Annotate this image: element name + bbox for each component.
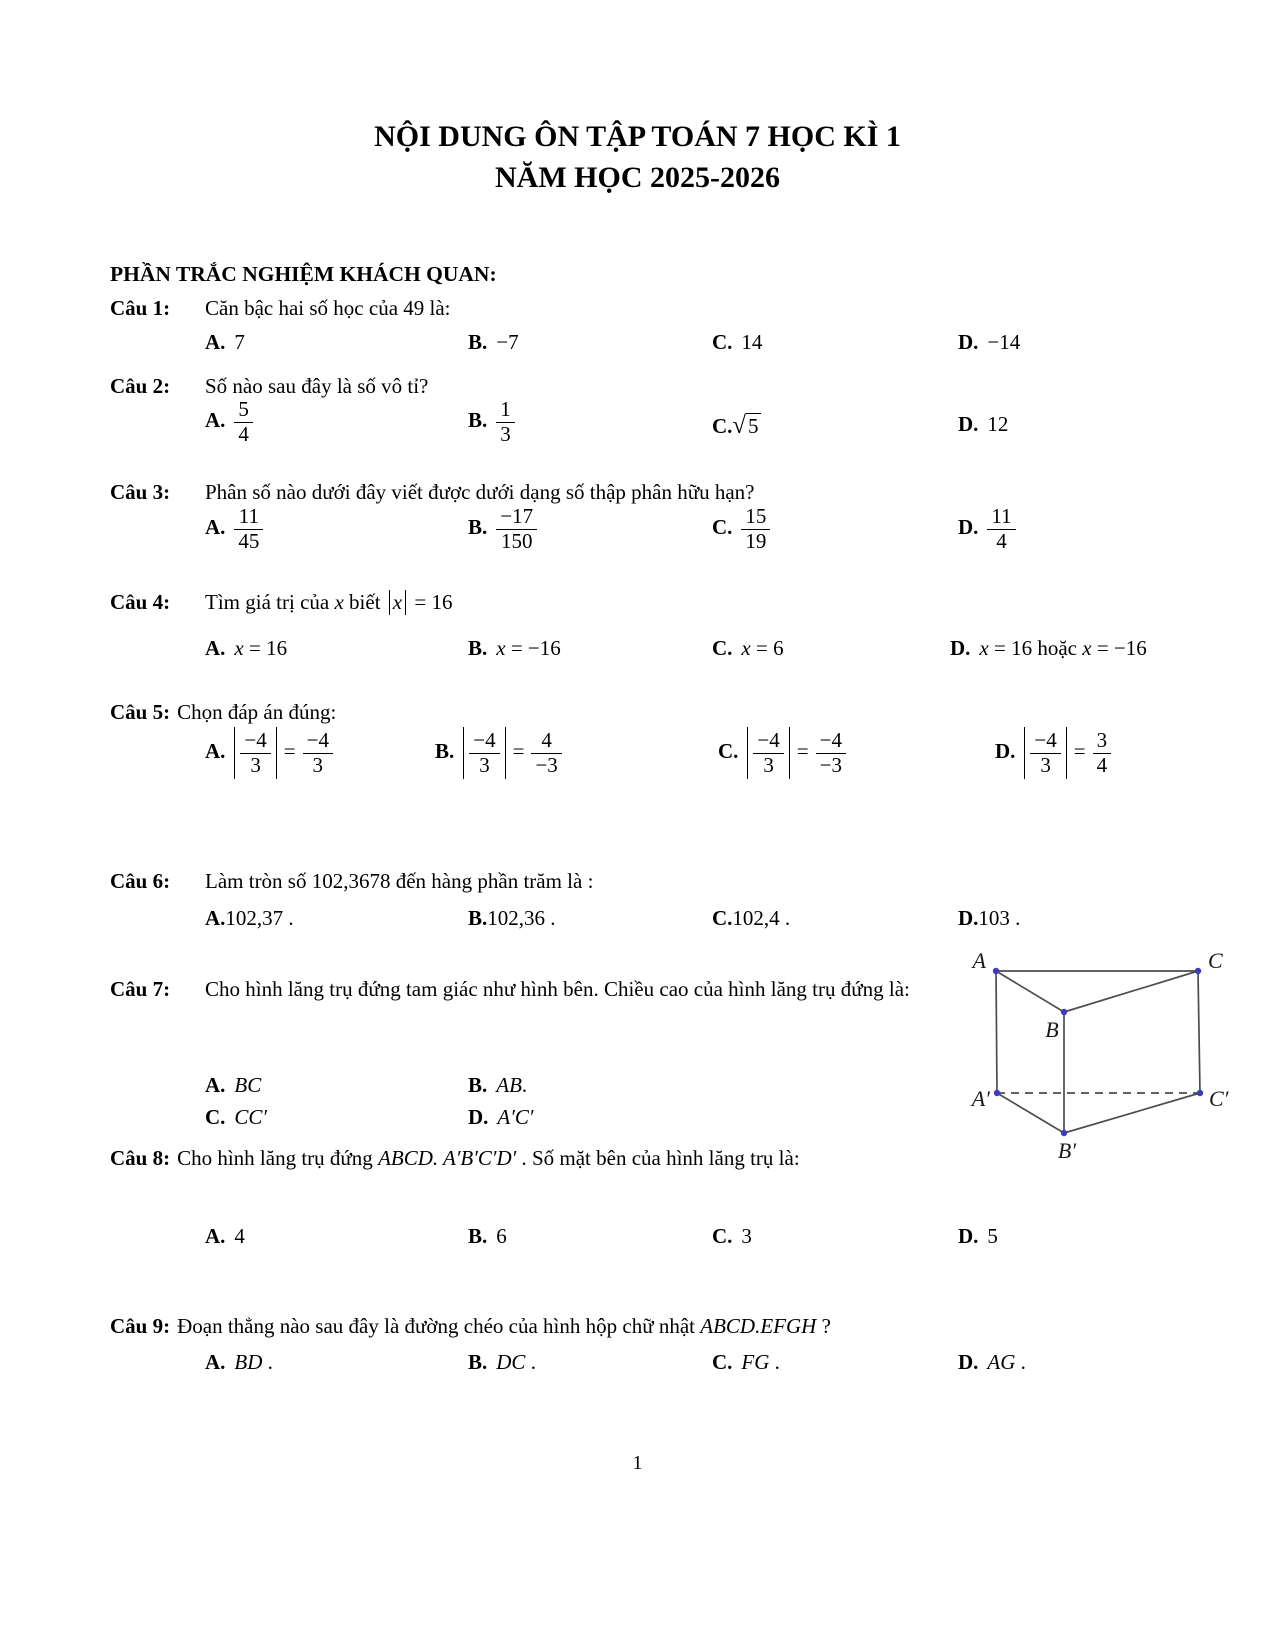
- question-1-text: Căn bậc hai số học của 49 là:: [205, 296, 451, 320]
- fraction: [234, 505, 263, 553]
- vertex-label-C-prime: C′: [1209, 1086, 1229, 1111]
- answer-letter: C.: [712, 1350, 733, 1374]
- prism-vertices: [993, 968, 1203, 1136]
- answer-value: 12: [987, 412, 1009, 436]
- fraction-denominator: 3: [479, 752, 490, 777]
- equals-sign: =: [283, 738, 296, 763]
- fraction-denominator: −3: [535, 752, 558, 777]
- answer-value: 3: [741, 1224, 752, 1248]
- absolute-value: [747, 727, 789, 779]
- edge-BC: [1064, 971, 1198, 1012]
- vertex-label-A-prime: A′: [971, 1086, 990, 1111]
- answer-letter: D.: [958, 514, 979, 539]
- q1-answer-a: [205, 330, 245, 355]
- answer-value: = 6: [750, 636, 784, 660]
- fraction: [1093, 729, 1112, 777]
- answer-letter: D.: [958, 1350, 979, 1374]
- q3-answer-c: [712, 505, 770, 553]
- question-1-label: Câu 1:: [110, 296, 171, 320]
- answer-letter: D.: [958, 330, 979, 354]
- q9-answer-d: [958, 1350, 1026, 1375]
- question-8-label: Câu 8:: [110, 1146, 171, 1170]
- document-title: [0, 116, 1275, 198]
- question-7-label: Câu 7:: [110, 977, 171, 1001]
- radical-sign: √: [732, 412, 747, 439]
- answer-value: 103 .: [978, 906, 1021, 930]
- title-line-2: NĂM HỌC 2025-2026: [495, 161, 780, 194]
- answer-suffix: .: [521, 1073, 528, 1097]
- answer-value: 5: [987, 1224, 998, 1248]
- answer-value: = 16 hoặc: [988, 636, 1083, 660]
- answer-letter: B.: [468, 1073, 488, 1097]
- fraction-denominator: 45: [238, 528, 260, 553]
- answer-value: 6: [496, 1224, 507, 1248]
- question-6-text: Làm tròn số 102,3678 đến hàng phần trăm là :: [205, 869, 594, 893]
- vertex-dot-A-prime: [994, 1090, 1000, 1096]
- answer-value: BD: [234, 1350, 263, 1374]
- answer-value: 4: [234, 1224, 245, 1248]
- fraction: [234, 398, 253, 446]
- answer-value: FG: [741, 1350, 770, 1374]
- question-4-text-1: Tìm giá trị của: [205, 590, 335, 614]
- answer-letter: D.: [958, 1224, 979, 1248]
- answer-letter: C.: [712, 906, 733, 930]
- q6-answer-d: [958, 906, 1020, 931]
- answer-letter: A.: [205, 514, 226, 539]
- answer-letter: B.: [435, 738, 455, 763]
- question-6: [110, 869, 593, 894]
- answer-value: AB: [496, 1073, 522, 1097]
- q9-answer-c: [712, 1350, 780, 1375]
- answer-value: −7: [496, 330, 519, 354]
- answer-letter: B.: [468, 514, 488, 539]
- question-8-text-1: Cho hình lăng trụ đứng: [177, 1146, 379, 1170]
- fraction-numerator: −4: [303, 729, 333, 754]
- vertex-label-A: A: [972, 948, 986, 973]
- vertex-dot-A: [993, 968, 999, 974]
- q8-answer-c: [712, 1224, 752, 1249]
- answer-value: = −16: [505, 636, 561, 660]
- fraction-numerator: 11: [987, 505, 1015, 530]
- q7-answer-b: [468, 1073, 527, 1098]
- vertex-dot-B-prime: [1061, 1130, 1067, 1136]
- answer-letter: B.: [468, 330, 488, 354]
- equals-sign: =: [1073, 738, 1086, 763]
- question-9-text-1: Đoạn thẳng nào sau đây là đường chéo của hình hộp chữ nhật: [177, 1314, 701, 1338]
- fraction-numerator: −4: [753, 729, 783, 754]
- equals-sign: =: [796, 738, 809, 763]
- q5-answer-b: [435, 727, 562, 779]
- answer-value: 7: [234, 330, 245, 354]
- fraction-numerator: 11: [234, 505, 263, 530]
- q5-answer-a: [205, 727, 333, 779]
- edge-A-prime-B-prime: [997, 1093, 1064, 1133]
- fraction-numerator: 15: [741, 505, 770, 530]
- fraction: [753, 729, 783, 777]
- fraction-numerator: −4: [469, 729, 499, 754]
- question-4: [110, 590, 452, 615]
- vertex-label-B: B: [1045, 1017, 1059, 1042]
- vertex-label-C: C: [1208, 948, 1223, 973]
- q4-answer-b: [468, 636, 561, 661]
- fraction: [987, 505, 1015, 553]
- absolute-value: [389, 590, 406, 615]
- fraction-denominator: 3: [250, 752, 261, 777]
- answer-value: 102,4 .: [732, 906, 791, 930]
- variable-x: x: [334, 590, 344, 614]
- question-9: [110, 1314, 831, 1339]
- answer-letter: D.: [958, 412, 979, 436]
- question-8-text-2: . Số mặt bên của hình lăng trụ là:: [516, 1146, 800, 1170]
- question-8: [110, 1146, 800, 1171]
- q6-answer-b: [468, 906, 556, 931]
- question-7: [110, 971, 928, 1008]
- answer-value: −14: [987, 330, 1021, 354]
- q4-answer-c: [712, 636, 784, 661]
- variable-x: x: [1082, 636, 1092, 660]
- fraction: [496, 398, 515, 446]
- q3-answer-b: [468, 505, 537, 553]
- question-4-label: Câu 4:: [110, 590, 171, 614]
- answer-value: AG: [987, 1350, 1016, 1374]
- answer-value: 102,36 .: [487, 906, 556, 930]
- question-2-label: Câu 2:: [110, 374, 171, 398]
- question-4-text-3: = 16: [409, 590, 453, 614]
- answer-suffix: .: [769, 1350, 780, 1374]
- variable-x: x: [392, 590, 403, 614]
- answer-letter: D.: [958, 906, 979, 930]
- q9-answer-b: [468, 1350, 536, 1375]
- prism-edges: [996, 971, 1200, 1133]
- q8-answer-a: [205, 1224, 245, 1249]
- question-2-text: Số nào sau đây là số vô tỉ?: [205, 374, 429, 398]
- q7-answer-d: [468, 1105, 533, 1130]
- answer-letter: A.: [205, 738, 226, 763]
- answer-letter: D.: [950, 636, 971, 660]
- edge-CC-prime: [1198, 971, 1200, 1093]
- fraction-denominator: 4: [996, 528, 1007, 553]
- question-1: [110, 296, 451, 321]
- q2-answer-a: [205, 398, 253, 446]
- fraction-denominator: 4: [238, 421, 249, 446]
- fraction-numerator: 4: [531, 729, 561, 754]
- fraction-denominator: 3: [312, 752, 324, 777]
- edge-AA-prime: [996, 971, 997, 1093]
- question-9-text-2: ?: [816, 1314, 831, 1338]
- answer-letter: A.: [205, 906, 226, 930]
- q5-answer-d: [995, 727, 1111, 779]
- fraction-numerator: 3: [1093, 729, 1112, 754]
- q4-answer-a: [205, 636, 287, 661]
- fraction-denominator: 3: [763, 752, 774, 777]
- question-5-label: Câu 5:: [110, 700, 171, 724]
- page-number: 1: [632, 1452, 643, 1474]
- answer-letter: C.: [205, 1105, 226, 1129]
- q3-answer-d: [958, 505, 1016, 553]
- q6-answer-a: [205, 906, 294, 931]
- absolute-value: [463, 727, 505, 779]
- answer-value: A′C′: [497, 1105, 534, 1129]
- fraction: [531, 729, 561, 777]
- edge-AB: [996, 971, 1064, 1012]
- answer-value: CC′: [234, 1105, 268, 1129]
- variable-x: x: [234, 636, 244, 660]
- q2-answer-b: [468, 398, 515, 446]
- answer-suffix: .: [525, 1350, 536, 1374]
- absolute-value: [1024, 727, 1066, 779]
- answer-letter: B.: [468, 636, 488, 660]
- math-expression: ABCD.EFGH: [700, 1314, 817, 1338]
- q9-answer-a: [205, 1350, 273, 1375]
- q1-answer-b: [468, 330, 519, 355]
- fraction: [303, 729, 333, 777]
- answer-value: 14: [741, 330, 763, 354]
- answer-letter: D.: [995, 738, 1016, 763]
- question-6-label: Câu 6:: [110, 869, 171, 893]
- question-9-label: Câu 9:: [110, 1314, 171, 1338]
- edge-B-prime-C-prime: [1064, 1093, 1200, 1133]
- vertex-label-B-prime: B′: [1057, 1138, 1077, 1163]
- q8-answer-b: [468, 1224, 507, 1249]
- fraction-denominator: 3: [500, 421, 511, 446]
- answer-suffix: .: [262, 1350, 273, 1374]
- answer-value: DC: [496, 1350, 526, 1374]
- q3-answer-a: [205, 505, 263, 553]
- equals-sign: =: [512, 738, 525, 763]
- prism-labels: [970, 948, 1230, 1163]
- answer-letter: A.: [205, 330, 226, 354]
- answer-letter: C.: [712, 414, 733, 438]
- question-3: [110, 480, 755, 505]
- q7-answer-a: [205, 1073, 261, 1098]
- question-2: [110, 374, 428, 399]
- answer-letter: B.: [468, 407, 488, 432]
- q5-answer-c: [718, 727, 846, 779]
- variable-x: x: [741, 636, 751, 660]
- fraction-denominator: 19: [745, 528, 767, 553]
- fraction: [496, 505, 537, 553]
- q8-answer-d: [958, 1224, 998, 1249]
- vertex-dot-B: [1061, 1009, 1067, 1015]
- math-expression: ABCD. A′B′C′D′: [378, 1146, 517, 1170]
- fraction: [741, 505, 770, 553]
- fraction-numerator: −4: [816, 729, 846, 754]
- answer-letter: D.: [468, 1105, 489, 1129]
- fraction: [469, 729, 499, 777]
- section-header: PHẦN TRẮC NGHIỆM KHÁCH QUAN:: [110, 262, 497, 286]
- answer-value: 102,37 .: [225, 906, 294, 930]
- title-line-1: NỘI DUNG ÔN TẬP TOÁN 7 HỌC KÌ 1: [374, 120, 901, 153]
- q6-answer-c: [712, 906, 790, 931]
- question-3-text: Phân số nào dưới đây viết được dưới dạng số thập phân hữu hạn?: [205, 480, 755, 504]
- question-3-label: Câu 3:: [110, 480, 171, 504]
- answer-letter: B.: [468, 1350, 488, 1374]
- variable-x: x: [979, 636, 989, 660]
- fraction: [1030, 729, 1060, 777]
- vertex-dot-C-prime: [1197, 1090, 1203, 1096]
- fraction-denominator: 150: [500, 528, 533, 553]
- fraction: [240, 729, 270, 777]
- answer-value: = −16: [1091, 636, 1147, 660]
- answer-suffix: .: [1015, 1350, 1026, 1374]
- answer-value: = 16: [243, 636, 288, 660]
- question-5-text: Chọn đáp án đúng:: [177, 700, 337, 724]
- answer-letter: B.: [468, 906, 488, 930]
- answer-letter: A.: [205, 1350, 226, 1374]
- fraction-numerator: −4: [1030, 729, 1060, 754]
- vertex-dot-C: [1195, 968, 1201, 974]
- fraction-numerator: −17: [496, 505, 537, 530]
- absolute-value: [234, 727, 276, 779]
- answer-letter: A.: [205, 407, 226, 432]
- fraction-denominator: −3: [819, 752, 842, 777]
- answer-letter: B.: [468, 1224, 488, 1248]
- answer-letter: C.: [712, 514, 733, 539]
- fraction-numerator: 5: [234, 398, 253, 423]
- fraction-numerator: −4: [240, 729, 270, 754]
- fraction: [816, 729, 846, 777]
- answer-letter: C.: [712, 636, 733, 660]
- answer-letter: C.: [712, 330, 733, 354]
- variable-x: x: [496, 636, 506, 660]
- q2-answer-d: [958, 412, 1008, 437]
- fraction-denominator: 3: [1040, 752, 1051, 777]
- answer-letter: C.: [712, 1224, 733, 1248]
- triangular-prism-figure: [948, 940, 1258, 1175]
- answer-value: BC: [234, 1073, 262, 1097]
- fraction-numerator: 1: [496, 398, 515, 423]
- question-7-text: Cho hình lăng trụ đứng tam giác như hình bên. Chiều cao của hình lăng trụ đứng là:: [205, 977, 910, 1001]
- q4-answer-d: [950, 636, 1147, 661]
- q1-answer-c: [712, 330, 762, 355]
- answer-letter: A.: [205, 636, 226, 660]
- answer-letter: A.: [205, 1224, 226, 1248]
- q2-answer-c: [712, 412, 761, 440]
- q1-answer-d: [958, 330, 1020, 355]
- fraction-denominator: 4: [1096, 752, 1108, 777]
- question-5: [110, 700, 336, 725]
- answer-letter: C.: [718, 738, 739, 763]
- answer-letter: A.: [205, 1073, 226, 1097]
- question-4-text-2: biết: [343, 590, 386, 614]
- radicand: 5: [748, 414, 759, 438]
- q7-answer-c: [205, 1105, 267, 1130]
